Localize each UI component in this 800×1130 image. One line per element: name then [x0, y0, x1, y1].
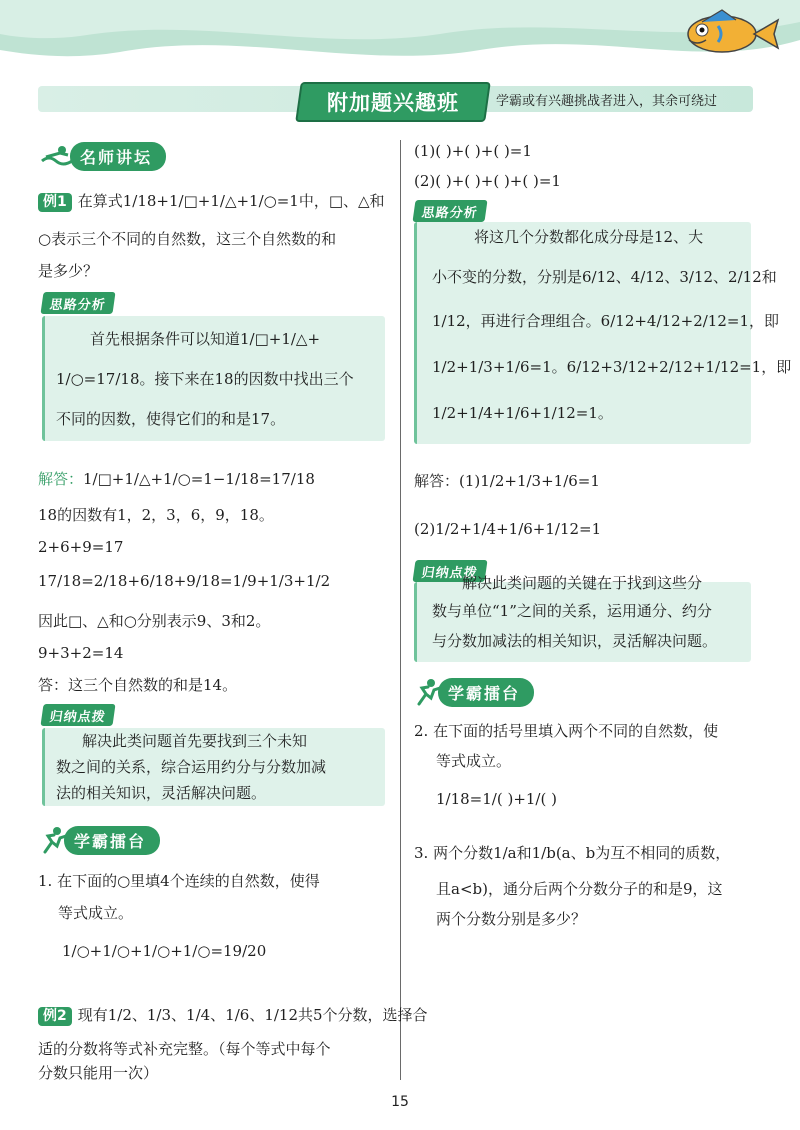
answer-right-line-2: (2)1/2+1/4+1/6+1/12=1: [414, 520, 602, 538]
header-title: 附加题兴趣班: [295, 82, 491, 122]
summary-left-line-3: 法的相关知识，灵活解决问题。: [56, 784, 267, 802]
section-arena-label-right: 学霸擂台: [438, 678, 534, 707]
swimmer-icon: [40, 143, 74, 169]
answer-left-line-6: 9+3+2=14: [38, 644, 124, 662]
summary-tag-left: 归纳点拨: [40, 704, 115, 726]
example-2-tag: 例2: [38, 1007, 72, 1026]
summary-left-line-2: 数之间的关系，综合运用约分与分数加减: [56, 758, 327, 776]
section-arena-label-left: 学霸擂台: [64, 826, 160, 855]
question-2-line-2: 等式成立。: [436, 752, 512, 770]
analysis-tag-right: 思路分析: [412, 200, 487, 222]
answer-left-line-2: 18的因数有1，2，3，6，9，18。: [38, 506, 274, 524]
example-1-tag: 例1: [38, 193, 72, 212]
summary-tag-right: 归纳点拨: [412, 560, 487, 582]
fish-icon: [662, 2, 782, 62]
question-2-equation: 1/18=1/( )+1/( ): [436, 790, 557, 808]
section-arena-badge-left: [40, 826, 160, 854]
analysis-left-line-2: 1/○=17/18。接下来在18的因数中找出三个: [56, 370, 354, 388]
analysis-right-line-3: 1/12，再进行合理组合。6/12+4/12+2/12=1，即: [432, 312, 779, 330]
answer-left-line-4: 17/18=2/18+6/18+9/18=1/9+1/3+1/2: [38, 572, 331, 590]
example-1-line-3: 是多少？: [38, 262, 99, 280]
summary-right-line-2: 数与单位“1”之间的关系，运用通分、约分: [432, 602, 712, 620]
analysis-right-line-4: 1/2+1/3+1/6=1。6/12+3/12+2/12+1/12=1，即: [432, 358, 792, 376]
question-1-line-1: 1. 在下面的○里填4个连续的自然数，使得: [38, 872, 320, 890]
example-2-line-3: 分数只能用一次）: [38, 1064, 159, 1082]
analysis-left-line-1: 首先根据条件可以知道1/□+1/△+: [90, 330, 321, 348]
analysis-right-line-1: 将这几个分数都化成分母是12、大: [474, 228, 704, 246]
summary-right-line-1: 解决此类问题的关键在于找到这些分: [462, 574, 703, 592]
summary-left-line-1: 解决此类问题首先要找到三个未知: [82, 732, 308, 750]
answer-left-line-5: 因此□、△和○分别表示9、3和2。: [38, 612, 271, 630]
answer-right-line-1: 解答：(1)1/2+1/3+1/6=1: [414, 472, 600, 490]
example-1-line-1: 例1 在算式1/18+1/□+1/△+1/○=1中，□、△和: [38, 192, 385, 212]
answer-left-line-1: 解答：1/□+1/△+1/○=1−1/18=17/18: [38, 470, 315, 488]
column-divider: [400, 140, 401, 1080]
analysis-right-line-5: 1/2+1/4+1/6+1/12=1。: [432, 404, 613, 422]
summary-right-line-3: 与分数加减法的相关知识，灵活解决问题。: [432, 632, 718, 650]
question-3-line-3: 两个分数分别是多少？: [436, 910, 587, 928]
question-1-line-2: 等式成立。: [58, 904, 134, 922]
section-arena-badge-right: [414, 678, 534, 706]
question-3-line-1: 3. 两个分数1/a和1/b(a、b为互不相同的质数，: [414, 844, 731, 862]
blank-equation-2: (2)( )+( )+( )+( )=1: [414, 172, 561, 190]
section-teacher-badge: [40, 142, 166, 170]
page-number: 15: [391, 1094, 409, 1110]
blank-equation-1: (1)( )+( )+( )=1: [414, 142, 532, 160]
question-3-line-2: 且a<b)，通分后两个分数分子的和是9，这: [436, 880, 723, 898]
question-2-line-1: 2. 在下面的括号里填入两个不同的自然数，使: [414, 722, 719, 740]
answer-left-line-3: 2+6+9=17: [38, 538, 124, 556]
analysis-right-line-2: 小不变的分数，分别是6/12、4/12、3/12、2/12和: [432, 268, 777, 286]
example-2-line-1: 例2 现有1/2、1/3、1/4、1/6、1/12共5个分数，选择合: [38, 1006, 428, 1026]
section-teacher-label: 名师讲坛: [70, 142, 166, 171]
question-1-equation: 1/○+1/○+1/○+1/○=19/20: [62, 942, 267, 960]
answer-label: 解答：: [38, 470, 84, 488]
summary-box-right: [414, 582, 751, 662]
example-2-line-2: 适的分数将等式补充完整。（每个等式中每个: [38, 1040, 331, 1058]
analysis-left-line-3: 不同的因数，使得它们的和是17。: [56, 410, 286, 428]
answer-left-line-7: 答：这三个自然数的和是14。: [38, 676, 238, 694]
header-note: 学霸或有兴趣挑战者进入，其余可绕过: [496, 94, 718, 109]
example-1-line-2: ○表示三个不同的自然数，这三个自然数的和: [38, 230, 337, 248]
analysis-tag-left: 思路分析: [40, 292, 115, 314]
